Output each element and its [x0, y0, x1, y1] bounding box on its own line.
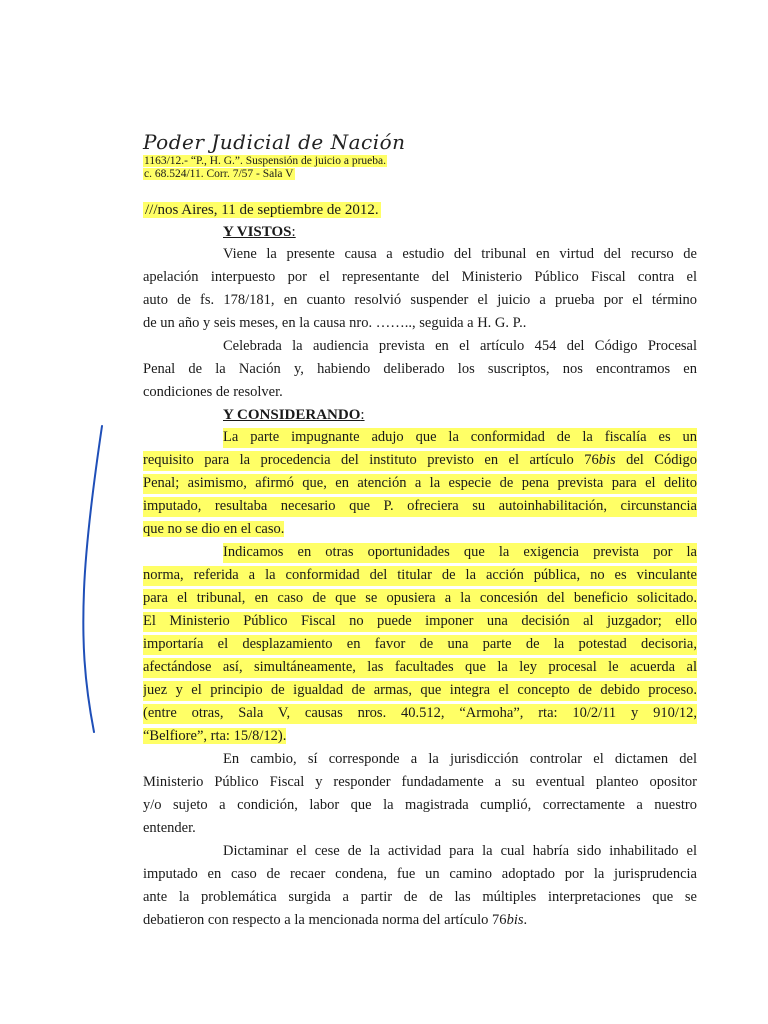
highlighted-line: para el tribunal, en caso de que se opusiera a la concesión del beneficio solicitado.	[143, 589, 697, 609]
paragraph-line: y/o sujeto a condición, labor que la magistrada cumplió, correctamente a nuestro	[143, 797, 697, 813]
letterhead: Poder Judicial de Nación	[143, 130, 406, 154]
highlighted-line: “Belfiore”, rta: 15/8/12).	[143, 728, 287, 744]
highlighted-line: que no se dio en el caso.	[143, 521, 285, 537]
paragraph-line: Dictaminar el cese de la actividad para la cual habría sido inhabilitado el	[223, 843, 697, 859]
paragraph-line: de un año y seis meses, en la causa nro. …….., seguida a H. G. P..	[143, 315, 527, 331]
paragraph-line: Ministerio Público Fiscal y responder fundadamente a su eventual planteo opositor	[143, 774, 697, 790]
date-line: ///nos Aires, 11 de septiembre de 2012.	[145, 202, 379, 218]
paragraph-line: En cambio, sí corresponde a la jurisdicción controlar el dictamen del	[223, 751, 697, 767]
highlighted-line: El Ministerio Público Fiscal no puede imponer una decisión al juzgador; ello	[143, 612, 697, 632]
paragraph-line: debatieron con respecto a la mencionada norma del artículo 76bis.	[143, 912, 528, 928]
paragraph-line: auto de fs. 178/181, en cuanto resolvió suspender el juicio a prueba por el término	[143, 292, 697, 308]
paragraph-line: Penal de la Nación y, habiendo deliberado los suscriptos, nos encontramos en	[143, 361, 697, 377]
highlighted-line: afectándose así, simultáneamente, las facultades que la ley procesal le acuerda al	[143, 658, 697, 678]
highlighted-line: Indicamos en otras oportunidades que la exigencia prevista por la	[223, 543, 697, 563]
highlighted-line: importaría el desplazamiento en favor de una parte de la potestad decisoria,	[143, 635, 697, 655]
highlighted-line: (entre otras, Sala V, causas nros. 40.512, “Armoha”, rta: 10/2/11 y 910/12,	[143, 704, 697, 724]
case-number: c. 68.524/11. Corr. 7/57 - Sala V	[144, 168, 294, 180]
paragraph-line: Celebrada la audiencia prevista en el artículo 454 del Código Procesal	[223, 338, 697, 354]
paragraph-line: imputado en caso de recaer condena, fue un camino adoptado por la jurisprudencia	[143, 866, 697, 882]
paragraph-line: condiciones de resolver.	[143, 384, 283, 400]
highlighted-line: juez y el principio de igualdad de armas, que integra el concepto de debido proceso.	[143, 681, 697, 701]
paragraph-line: ante la problemática surgida a partir de de las múltiples interpretaciones que se	[143, 889, 697, 905]
heading-considerando: Y CONSIDERANDO:	[223, 407, 365, 423]
highlighted-line: imputado, resultaba necesario que P. ofreciera su autoinhabilitación, circunstancia	[143, 497, 697, 517]
paragraph-line: entender.	[143, 820, 196, 836]
pen-margin-mark	[80, 420, 120, 740]
heading-vistos: Y VISTOS:	[223, 224, 296, 240]
paragraph-line: Viene la presente causa a estudio del tribunal en virtud del recurso de	[223, 246, 697, 262]
highlighted-line: La parte impugnante adujo que la conformidad de la fiscalía es un	[223, 428, 697, 448]
highlighted-line: requisito para la procedencia del instituto previsto en el artículo 76bis del Código	[143, 451, 697, 471]
pen-stroke	[83, 426, 102, 732]
highlighted-line: norma, referida a la conformidad del titular de la acción pública, no es vinculante	[143, 566, 697, 586]
paragraph-line: apelación interpuesto por el representante del Ministerio Público Fiscal contra el	[143, 269, 697, 285]
case-reference: 1163/12.- “P., H. G.”. Suspensión de juicio a prueba.	[144, 155, 386, 167]
highlighted-line: Penal; asimismo, afirmó que, en atención a la especie de pena prevista para el delito	[143, 474, 697, 494]
